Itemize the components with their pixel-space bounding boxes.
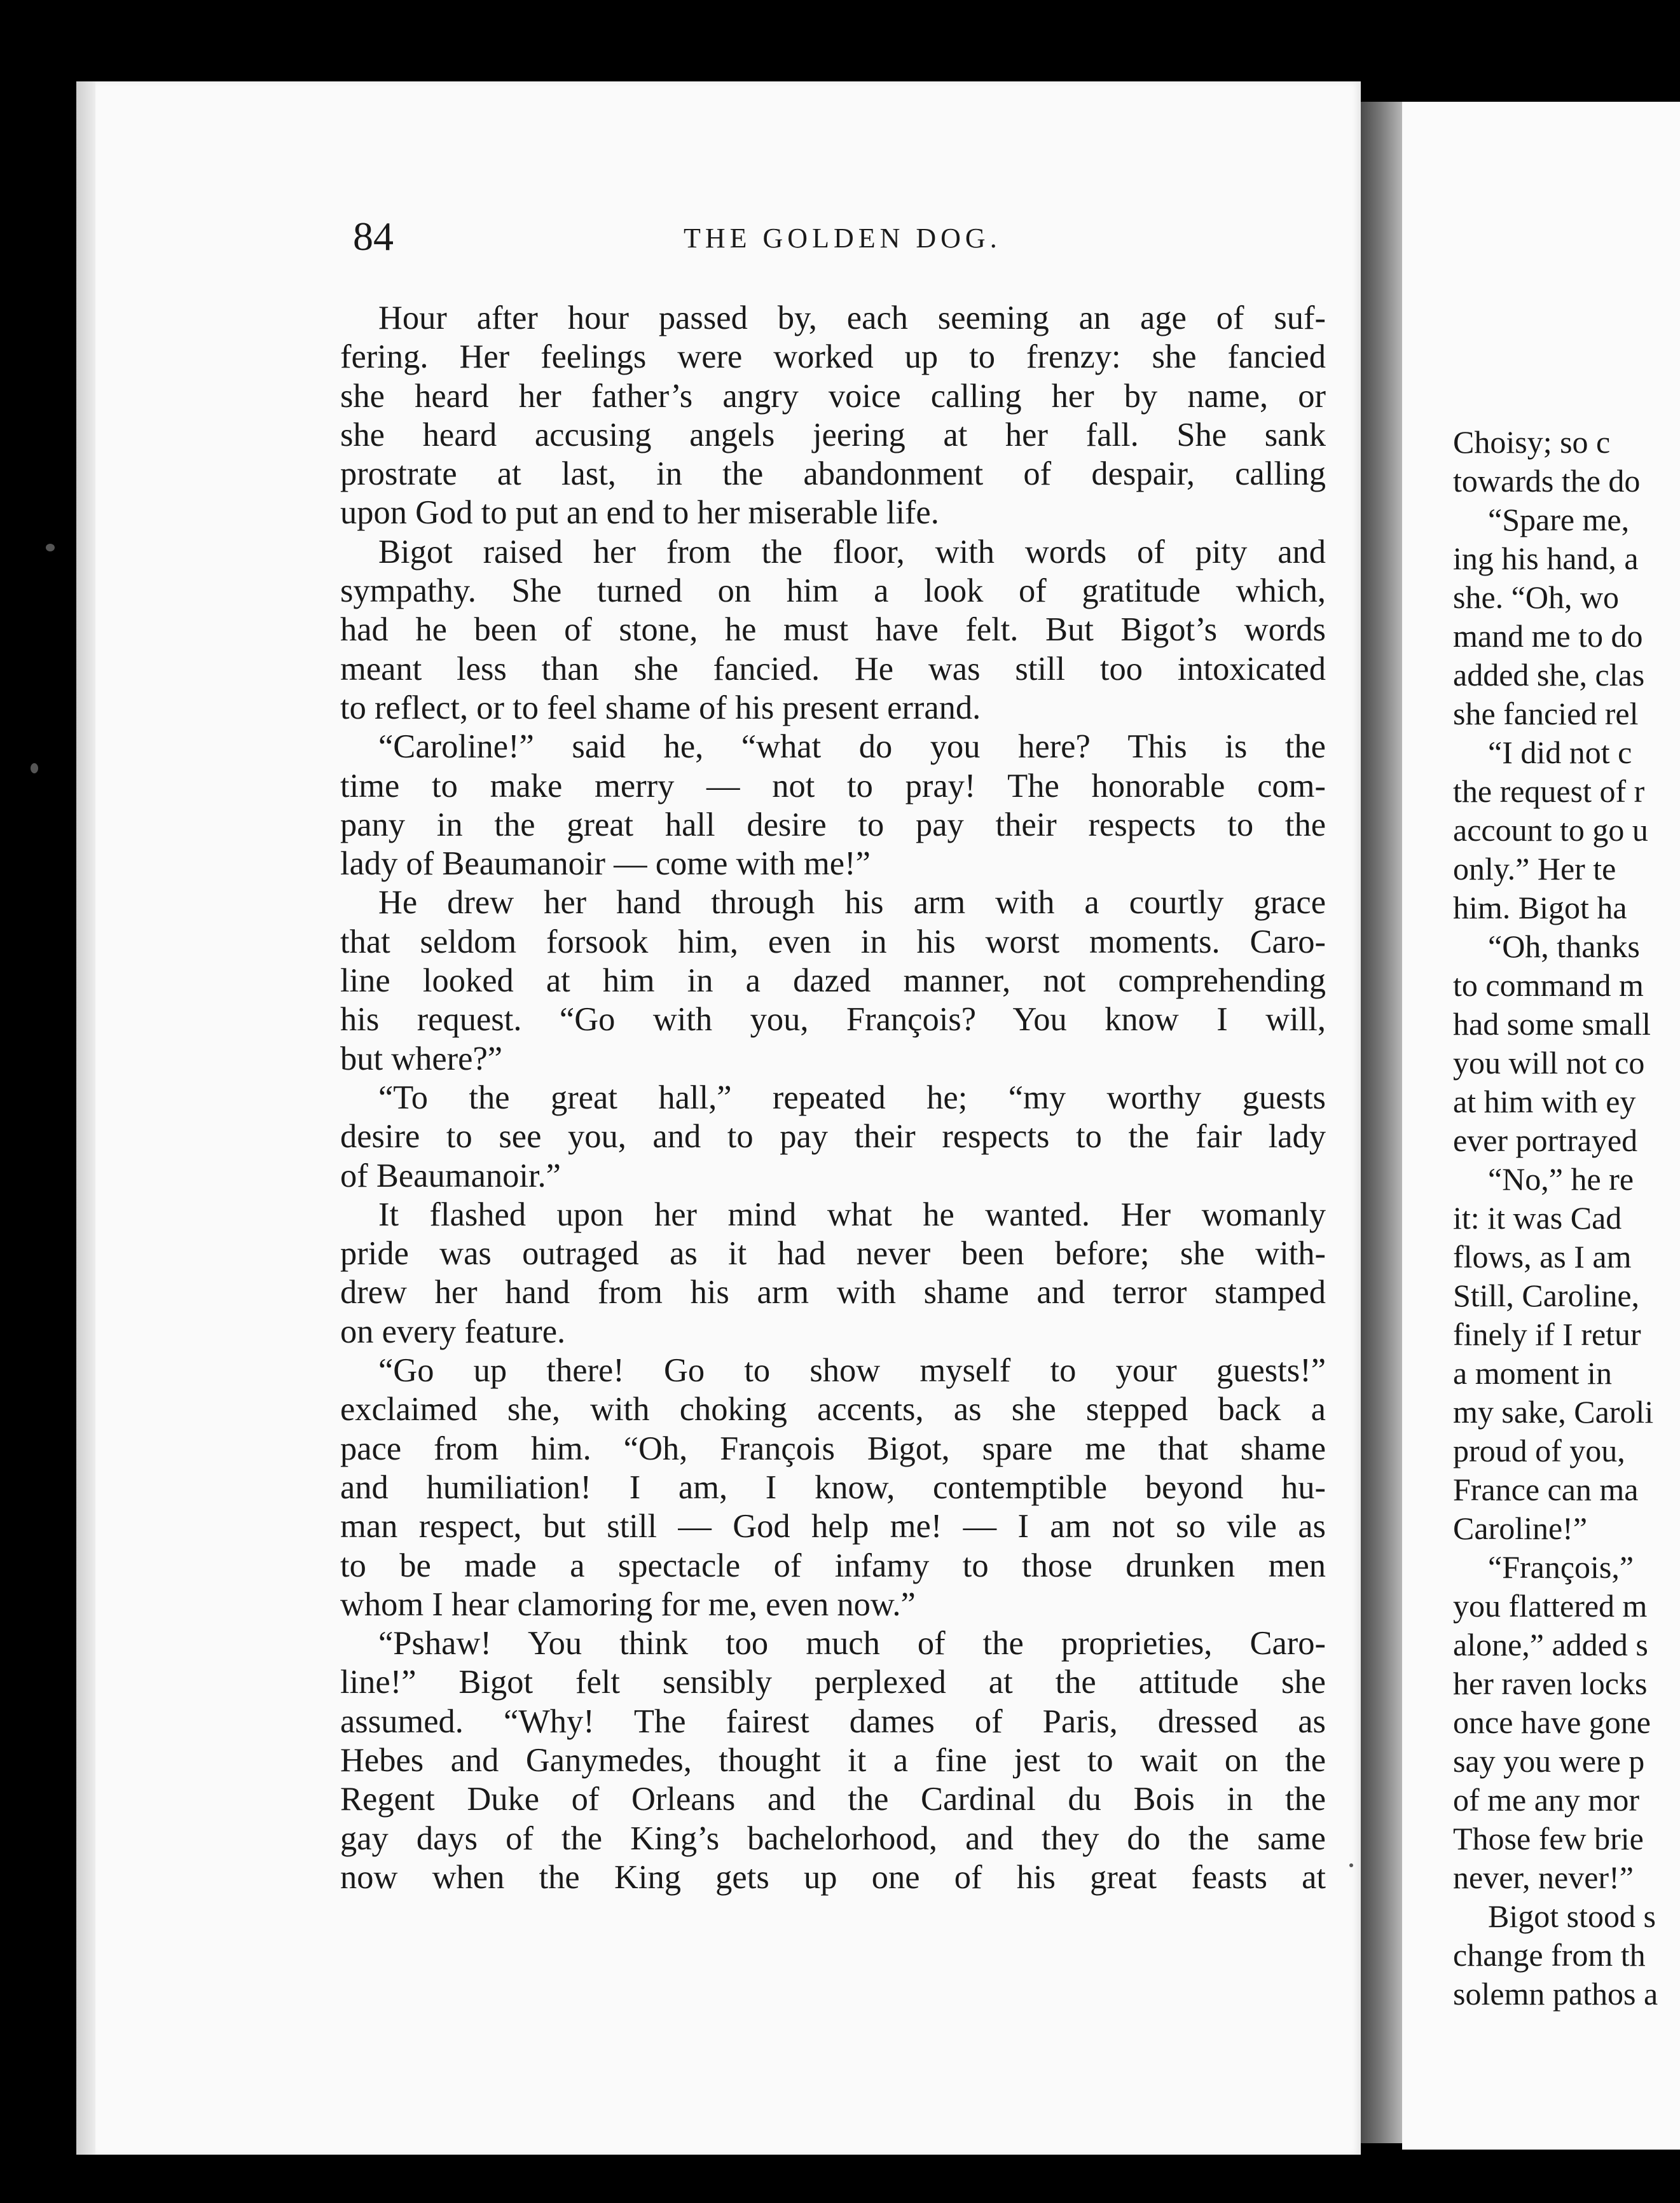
right-text-line: of me any mor <box>1453 1782 1639 1818</box>
right-text-line: Still, Caroline, <box>1453 1278 1640 1313</box>
text-line: assumed. “Why! The fairest dames of Paris, dressed as <box>340 1702 1326 1740</box>
running-title: THE GOLDEN DOG. <box>684 223 1002 254</box>
right-text-line: added she, clas <box>1453 657 1645 693</box>
right-text-line: you flattered m <box>1453 1588 1648 1624</box>
right-text-line: to command m <box>1453 967 1644 1003</box>
right-text-line: my sake, Caroli <box>1453 1394 1654 1430</box>
right-text-line: “No,” he re <box>1488 1161 1634 1197</box>
right-text-line: Those few brie <box>1453 1821 1644 1856</box>
right-text-line: “Spare me, <box>1488 502 1630 537</box>
right-text-line: Caroline!” <box>1453 1510 1588 1546</box>
right-text-line: towards the do <box>1453 463 1641 499</box>
right-text-line: solemn pathos a <box>1453 1976 1658 2012</box>
text-line: drew her hand from his arm with shame and terror stamped <box>340 1274 1326 1311</box>
text-line: on every feature. <box>340 1313 566 1350</box>
text-line: “Go up there! Go to show myself to your guests!” <box>378 1352 1326 1390</box>
text-line: his request. “Go with you, François? You know I will, <box>340 1001 1326 1039</box>
text-line: exclaimed she, with choking accents, as she stepped back a <box>340 1391 1326 1428</box>
right-text-line: at him with ey <box>1453 1084 1636 1119</box>
text-line: desire to see you, and to pay their respects to the fair lady <box>340 1118 1326 1156</box>
right-text-line: alone,” added s <box>1453 1627 1648 1662</box>
text-line: had he been of stone, he must have felt. But Bigot’s words <box>340 611 1326 649</box>
text-line: she heard accusing angels jeering at her fall. She sank <box>340 416 1326 453</box>
right-text-line: ing his hand, a <box>1453 541 1639 576</box>
text-line: time to make merry — not to pray! The honorable com- <box>340 767 1326 805</box>
right-text-line: only.” Her te <box>1453 851 1616 887</box>
right-text-line: “I did not c <box>1488 735 1632 770</box>
text-line: “To the great hall,” repeated he; “my worthy guests <box>378 1079 1326 1116</box>
text-line: pride was outraged as it had never been before; she with- <box>340 1235 1326 1273</box>
text-line: that seldom forsook him, even in his worst moments. Caro- <box>340 923 1326 960</box>
right-text-line: say you were p <box>1453 1743 1645 1779</box>
right-text-line: “François,” <box>1488 1549 1634 1585</box>
text-line: whom I hear clamoring for me, even now.” <box>340 1585 916 1623</box>
right-text-line: ever portrayed <box>1453 1122 1638 1158</box>
text-line: line looked at him in a dazed manner, not comprehending <box>340 962 1326 1000</box>
right-text-line: it: it was Cad <box>1453 1200 1622 1236</box>
right-text-line: a moment in <box>1453 1355 1612 1391</box>
text-line: fering. Her feelings were worked up to frenzy: she fancied <box>340 338 1326 376</box>
right-text-line: mand me to do <box>1453 618 1643 654</box>
text-line: line!” Bigot felt sensibly perplexed at the attitude she <box>340 1664 1326 1701</box>
text-line: gay days of the King’s bachelorhood, and they do the same <box>340 1820 1326 1857</box>
right-text-line: account to go u <box>1453 812 1648 848</box>
right-text-line: Bigot stood s <box>1488 1898 1656 1934</box>
right-text-line: had some small <box>1453 1006 1651 1042</box>
text-line: pany in the great hall desire to pay their respects to the <box>340 806 1326 843</box>
text-line: sympathy. She turned on him a look of gratitude which, <box>340 572 1326 610</box>
text-line: to reflect, or to feel shame of his present errand. <box>340 689 981 726</box>
right-text-line: she. “Oh, wo <box>1453 579 1620 615</box>
text-line: of Beaumanoir.” <box>340 1157 561 1194</box>
text-line: and humiliation! I am, I know, contemptible beyond hu- <box>340 1468 1326 1506</box>
right-text-line: finely if I retur <box>1453 1316 1641 1352</box>
text-line: He drew her hand through his arm with a courtly grace <box>378 884 1326 922</box>
right-page <box>1402 102 1680 2150</box>
scan-speck <box>1349 1863 1353 1867</box>
right-text-line: him. Bigot ha <box>1453 890 1627 925</box>
right-text-line: proud of you, <box>1453 1433 1625 1468</box>
scan-speck <box>46 544 55 551</box>
right-text-line: Choisy; so c <box>1453 424 1611 460</box>
right-text-line: once have gone <box>1453 1704 1651 1740</box>
text-line: Regent Duke of Orleans and the Cardinal du Bois in the <box>340 1781 1326 1818</box>
right-text-line: flows, as I am <box>1453 1239 1632 1274</box>
text-line: now when the King gets up one of his great feasts at <box>340 1858 1326 1896</box>
left-page-text <box>340 299 1326 1897</box>
right-text-line: change from th <box>1453 1937 1646 1973</box>
right-text-line: France can ma <box>1453 1472 1639 1507</box>
page-number: 84 <box>353 214 394 259</box>
text-line: “Pshaw! You think too much of the proprieties, Caro- <box>378 1625 1326 1662</box>
text-line: Bigot raised her from the floor, with words of pity and <box>378 533 1326 570</box>
text-line: “Caroline!” said he, “what do you here? This is the <box>378 728 1326 766</box>
right-text-line: the request of r <box>1453 773 1645 809</box>
right-text-line: you will not co <box>1453 1045 1645 1081</box>
right-text-line: her raven locks <box>1453 1666 1648 1701</box>
right-text-line: she fancied rel <box>1453 696 1639 731</box>
text-line: upon God to put an end to her miserable life. <box>340 494 939 532</box>
scan-speck <box>31 763 38 773</box>
text-line: to be made a spectacle of infamy to those drunken men <box>340 1547 1326 1584</box>
right-text-line: never, never!” <box>1453 1860 1634 1895</box>
text-line: Hour after hour passed by, each seeming an age of suf- <box>378 300 1326 336</box>
text-line: but where?” <box>340 1040 503 1077</box>
text-line: It flashed upon her mind what he wanted. Her womanly <box>378 1196 1326 1233</box>
right-text-line: “Oh, thanks <box>1488 929 1640 964</box>
text-line: she heard her father’s angry voice calling her by name, or <box>340 377 1326 415</box>
page-header <box>353 213 1319 270</box>
text-line: man respect, but still — God help me! — I am not so vile as <box>340 1508 1326 1545</box>
text-line: prostrate at last, in the abandonment of despair, calling <box>340 455 1326 493</box>
text-line: Hebes and Ganymedes, thought it a fine jest to wait on the <box>340 1741 1326 1779</box>
scan-background-top <box>0 0 1680 89</box>
right-page-text <box>1453 423 1680 2013</box>
text-line: lady of Beaumanoir — come with me!” <box>340 845 871 883</box>
text-line: pace from him. “Oh, François Bigot, spare me that shame <box>340 1430 1326 1467</box>
text-line: meant less than she fancied. He was still too intoxicated <box>340 650 1326 687</box>
